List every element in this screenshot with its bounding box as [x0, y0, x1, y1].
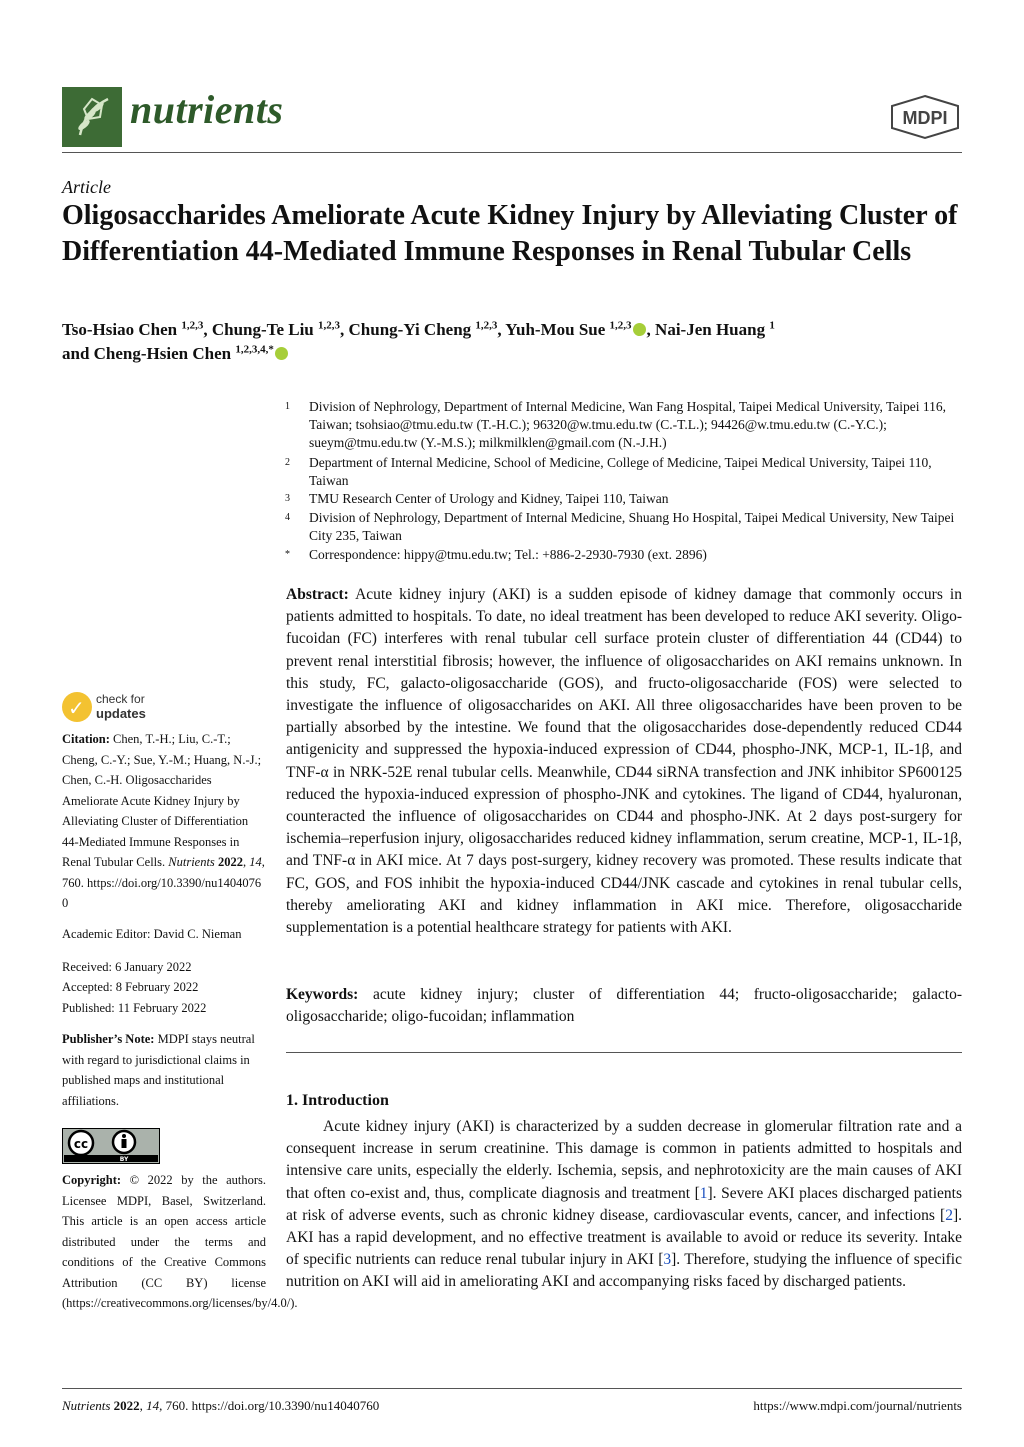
check-updates-label-bold: updates	[96, 706, 146, 721]
accepted-date: Accepted: 8 February 2022	[62, 980, 199, 994]
article-type: Article	[62, 177, 111, 197]
intro-text-part: ]. AKI has a rapid development, and no effective treatment is available to avoid or reduce its severity. Intake of specific nutrients can reduce renal tubular injury in AKI [	[286, 1206, 962, 1269]
publisher-note-label: Publisher’s Note:	[62, 1032, 155, 1046]
reference-link[interactable]: 2	[945, 1206, 953, 1224]
citation-block: Citation: Chen, T.-H.; Liu, C.-T.; Cheng, C.-Y.; Sue, Y.-M.; Huang, N.-J.; Chen, C.-H. Oligosaccharides Ameliorate Acute Kidney Injury by Alleviating Cluster of Differentiation 44-Mediated Immune Responses in Renal Tubular Cells. Nutrients 2022, 14, 760. https://doi.org/10.3390/nu14040760	[62, 732, 265, 910]
published-date: Published: 11 February 2022	[62, 1001, 207, 1015]
keywords-text: acute kidney injury; cluster of differentiation 44; fructo-oligosaccharide; galacto-oligosaccharide; oligo-fucoidan; inflammation	[286, 986, 963, 1026]
leaf-emblem-icon	[62, 87, 122, 147]
abstract-label: Abstract:	[286, 586, 349, 603]
author-affiliation-marker: 1,2,3	[181, 319, 204, 332]
affiliation-number: *	[285, 549, 290, 560]
publisher-logo	[888, 94, 962, 140]
section-heading: 1. Introduction	[286, 1092, 389, 1109]
citation-label: Citation:	[62, 732, 110, 746]
orcid-icon[interactable]	[275, 347, 288, 360]
author-affiliation-marker: 1,2,3	[609, 319, 632, 332]
affiliation-number: 3	[285, 493, 290, 504]
correspondence	[285, 546, 960, 564]
check-updates-label: check for	[96, 692, 145, 706]
author-name: Yuh-Mou Sue	[505, 320, 610, 339]
citation-text: Chen, T.-H.; Liu, C.-T.; Cheng, C.-Y.; Sue, Y.-M.; Huang, N.-J.; Chen, C.-H. Oligosaccharides Ameliorate Acute Kidney Injury by Alleviating Cluster of Differentiation 44-Mediated Immune Responses in Renal Tubular Cells.	[62, 732, 262, 869]
publisher-note	[62, 1029, 266, 1111]
orcid-icon[interactable]	[633, 323, 646, 336]
author-name: and Cheng-Hsien Chen	[62, 344, 236, 363]
author-name: Chung-Yi Cheng	[348, 320, 476, 339]
intro-text-part: ]. Therefore, studying the influence of specific nutrition on AKI will aid in ameliorating AKI and accompanying risks faced by discharged patients.	[286, 1251, 962, 1291]
author-name: Tso-Hsiao Chen	[62, 320, 182, 339]
license-badge-text: BY	[119, 1156, 129, 1163]
header-divider	[62, 152, 962, 153]
footer-volume: 14	[146, 1398, 160, 1413]
affiliation-number: 4	[285, 512, 290, 523]
received-date: Received: 6 January 2022	[62, 960, 192, 974]
copyright-label: Copyright:	[62, 1173, 122, 1187]
affiliation-text: Division of Nephrology, Department of Internal Medicine, Wan Fang Hospital, Taipei Medical University, Taipei 116, Taiwan; tsohsiao@tmu.edu.tw (T.-H.C.); 96320@w.tmu.edu.tw (C.-T.L.); 94426@w.tmu.edu.tw (C.-Y.C.); sueym@tmu.edu.tw (Y.-M.S.); milkmilklen@gmail.com (N.-J.H.)	[309, 399, 947, 450]
reference-link[interactable]: 3	[663, 1251, 672, 1269]
svg-text:cc: cc	[73, 1137, 89, 1151]
citation-doi[interactable]: , 760. https://doi.org/10.3390/nu14040760	[62, 855, 265, 910]
affiliation-text: Department of Internal Medicine, School of Medicine, College of Medicine, Taipei Medical University, Taipei 110, Taiwan	[309, 455, 932, 488]
section-divider	[286, 1052, 962, 1053]
introduction-paragraph	[286, 1116, 962, 1294]
intro-text-part: Acute kidney injury (AKI) is characterized by a sudden decrease in glomerular filtration rate and a consequent increase in serum creatinine. This damage is common in patients admitted to hospitals and intensive care units, especially the elderly. Ischemia, sepsis, and nephrotoxicity are the main causes of AKI that often co-exist and, thus, complicate diagnosis and treatment [	[286, 1118, 962, 1202]
affiliation-2	[285, 454, 960, 490]
affiliation-number: 2	[285, 457, 290, 468]
citation-journal: Nutrients	[168, 855, 215, 869]
footer-divider	[62, 1388, 962, 1389]
author-affiliation-marker: 1,2,3	[475, 319, 498, 332]
author-affiliation-marker: 1,2,3	[318, 319, 341, 332]
checkmark-icon: ✓	[68, 696, 85, 720]
abstract	[286, 584, 962, 939]
journal-name: nutrients	[130, 87, 284, 132]
author-name: Nai-Jen Huang	[655, 320, 770, 339]
citation-volume: 14	[249, 855, 262, 869]
author-affiliation-marker: 1,2,3,4,*	[235, 343, 274, 356]
copyright-text: © 2022 by the authors. Licensee MDPI, Basel, Switzerland. This article is an open access article distributed under the terms and conditions of the Creative Commons Attribution (CC BY) license (https://creativecommons.org/licenses/by/4.0/).	[62, 1173, 298, 1310]
affiliation-4	[285, 509, 960, 545]
footer-journal-url[interactable]: https://www.mdpi.com/journal/nutrients	[753, 1398, 962, 1413]
intro-text-part: ]. Severe AKI places discharged patients at risk of adverse events, such as chronic kidney disease, cardiovascular events, cancer, and infections [	[286, 1184, 962, 1224]
author-list: Tso-Hsiao Chen $^{1,2,3}$, Chung-Te Liu $^{1,2,3}$, Chung-Yi Cheng $^{1,2,3}$, Yuh-Mou Sue $^{1,2,3}$ , Nai-Jen Huang $^1$ and Cheng-Hsien Chen $^{1,2,3,4,*}$	[62, 319, 775, 363]
footer-journal: Nutrients	[62, 1398, 111, 1413]
affiliation-1	[285, 398, 960, 452]
footer-doi[interactable]: , 760. https://doi.org/10.3390/nu14040760	[159, 1398, 380, 1413]
cc-by-license-logo[interactable]	[62, 1128, 160, 1164]
check-for-updates-button[interactable]	[62, 692, 222, 728]
keywords	[286, 984, 962, 1028]
affiliation-text: TMU Research Center of Urology and Kidney, Taipei 110, Taiwan	[309, 491, 669, 506]
copyright-block	[62, 1170, 298, 1314]
footer-year: 2022	[113, 1398, 140, 1413]
academic-editor: Academic Editor: David C. Nieman	[62, 927, 242, 941]
article-title: Oligosaccharides Ameliorate Acute Kidney Injury by Alleviating Cluster of Differentiation 44-Mediated Immune Responses in Renal Tubular Cells	[62, 200, 958, 267]
journal-logo	[62, 87, 122, 147]
citation-year: 2022	[217, 855, 243, 869]
author-affiliation-marker: 1	[769, 319, 775, 332]
affiliation-number: 1	[285, 401, 290, 412]
reference-link[interactable]: 1	[699, 1184, 708, 1202]
affiliation-text: Correspondence: hippy@tmu.edu.tw; Tel.: +886-2-2930-7930 (ext. 2896)	[309, 547, 707, 562]
publisher-note-text: MDPI stays neutral with regard to jurisdictional claims in published maps and institutional affiliations.	[62, 1032, 255, 1108]
footer-citation: Nutrients 2022, 14, 760. https://doi.org/10.3390/nu14040760	[62, 1398, 380, 1413]
publisher-name: MDPI	[902, 108, 948, 128]
keywords-label: Keywords:	[286, 986, 359, 1003]
affiliation-3	[285, 490, 960, 508]
author-name: Chung-Te Liu	[211, 320, 319, 339]
affiliation-text: Division of Nephrology, Department of Internal Medicine, Shuang Ho Hospital, Taipei Medical University, New Taipei City 235, Taiwan	[309, 510, 955, 543]
abstract-text: Acute kidney injury (AKI) is a sudden episode of kidney damage that commonly occurs in patients admitted to hospitals. To date, no ideal treatment has been developed to reduce AKI severity. Oligo-fucoidan (FC) interferes with renal tubular cell surface protein cluster of differentiation 44 (CD44) to prevent renal interstitial fibrosis; however, the influence of oligosaccharides on AKI remains unknown. In this study, FC, galacto-oligosaccharide (GOS), and fructo-oligosaccharide (FOS) were selected to investigate the influence of oligosaccharides on AKI. All three oligosaccharides have been proven to be partially absorbed by the intestine. We found that the oligosaccharides dose-dependently reduced CD44 antigenicity and suppressed the hypoxia-induced expression of CD44, phospho-JNK, MCP-1, IL-1β, and TNF-α in NRK-52E renal tubular cells. Meanwhile, CD44 siRNA transfection and JNK inhibitor SP600125 reduced the hypoxia-induced expression of phospho-JNK and cytokines. The ligand of CD44, hyaluronan, counteracted the influence of oligosaccharides on CD44 and phospho-JNK. At 2 days post-surgery for ischemia–reperfusion injury, oligosaccharides reduced kidney inflammation, serum creatine, MCP-1, IL-1β, and TNF-α in AKI mice. At 7 days post-surgery, kidney recovery was promoted. These results indicate that FC, GOS, and FOS inhibit the hypoxia-induced CD44/JNK cascade and cytokines in renal tubular cells, thereby ameliorating AKI and kidney inflammation in AKI mice. Therefore, oligosaccharide supplementation is a potential healthcare strategy for patients with AKI.	[286, 586, 962, 937]
